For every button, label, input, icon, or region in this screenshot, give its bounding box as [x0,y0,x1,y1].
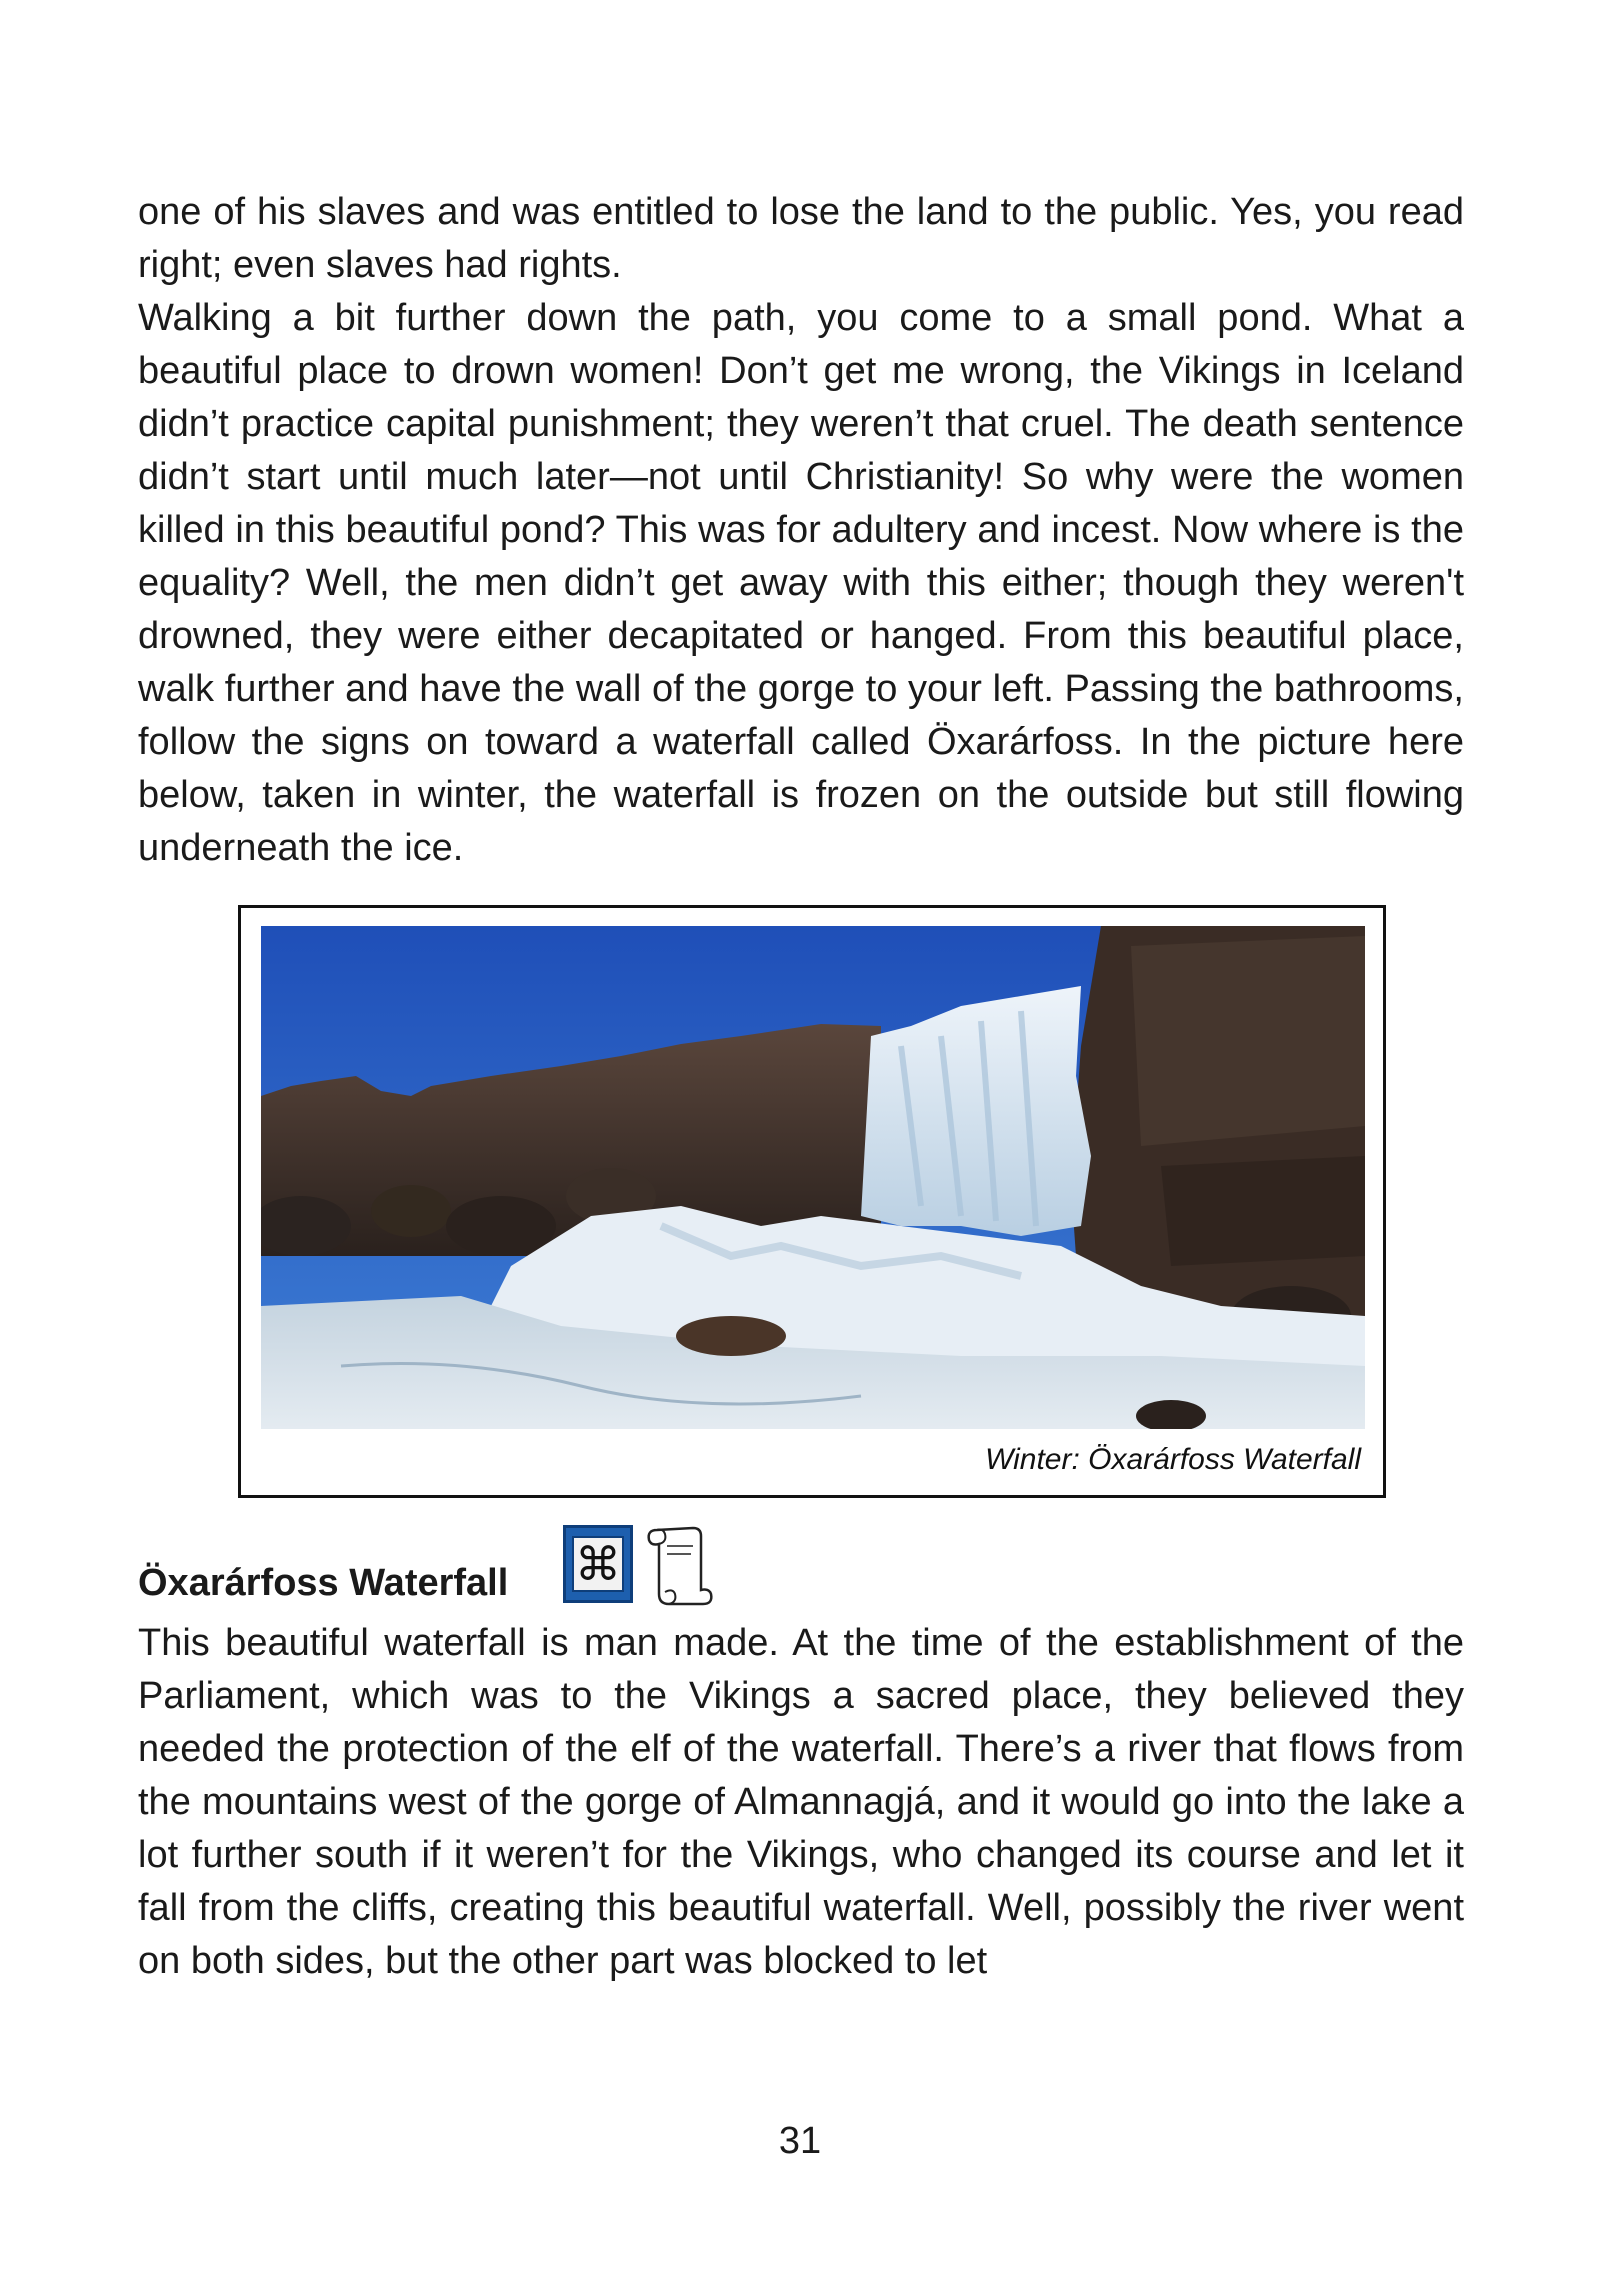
figure-caption: Winter: Öxarárfoss Waterfall [985,1443,1361,1476]
waterfall-photo [261,926,1365,1429]
section-body [138,1617,1464,1988]
paragraph: one of his slaves and was entitled to lose the land to the public. Yes, you read right; even slaves had rights. [138,191,1464,286]
section-heading: Öxarárfoss Waterfall [138,1562,509,1604]
paragraph: This beautiful waterfall is man made. At the time of the establishment of the Parliament, which was to the Vikings a sacred place, they believed they needed the protection of the elf of the waterfall. There’s a river that flows from the mountains west of the gorge of Almannagjá, and it would go into the lake a lot further south if it weren’t for the Vikings, who changed its course and let it fall from the cliffs, creating this beautiful waterfall. Well, possibly the river went on both sides, but the other part was blocked to let [138,1622,1464,1982]
command-icon [563,1525,633,1603]
scroll-icon [643,1522,719,1610]
paragraph: Walking a bit further down the path, you come to a small pond. What a beautiful place to drown women! Don’t get me wrong, the Vikings in Iceland didn’t practice capital punishment; they weren’t that cruel. The death sentence didn’t start until much later—not until Christianity! So why were the women killed in this beautiful pond? This was for adultery and incest. Now where is the equality? Well, the men didn’t get away with this either; though they weren't drowned, they were either decapitated or hanged. From this beautiful place, walk further and have the wall of the gorge to your left. Passing the bathrooms, follow the signs on toward a waterfall called Öxarárfoss. In the picture here below, taken in winter, the waterfall is frozen on the outside but still flowing underneath the ice. [138,297,1464,869]
top-text-block [138,186,1464,875]
command-glyph: ⌘ [572,1536,624,1592]
photo-figure [238,905,1386,1498]
page-number: 31 [778,2120,822,2162]
